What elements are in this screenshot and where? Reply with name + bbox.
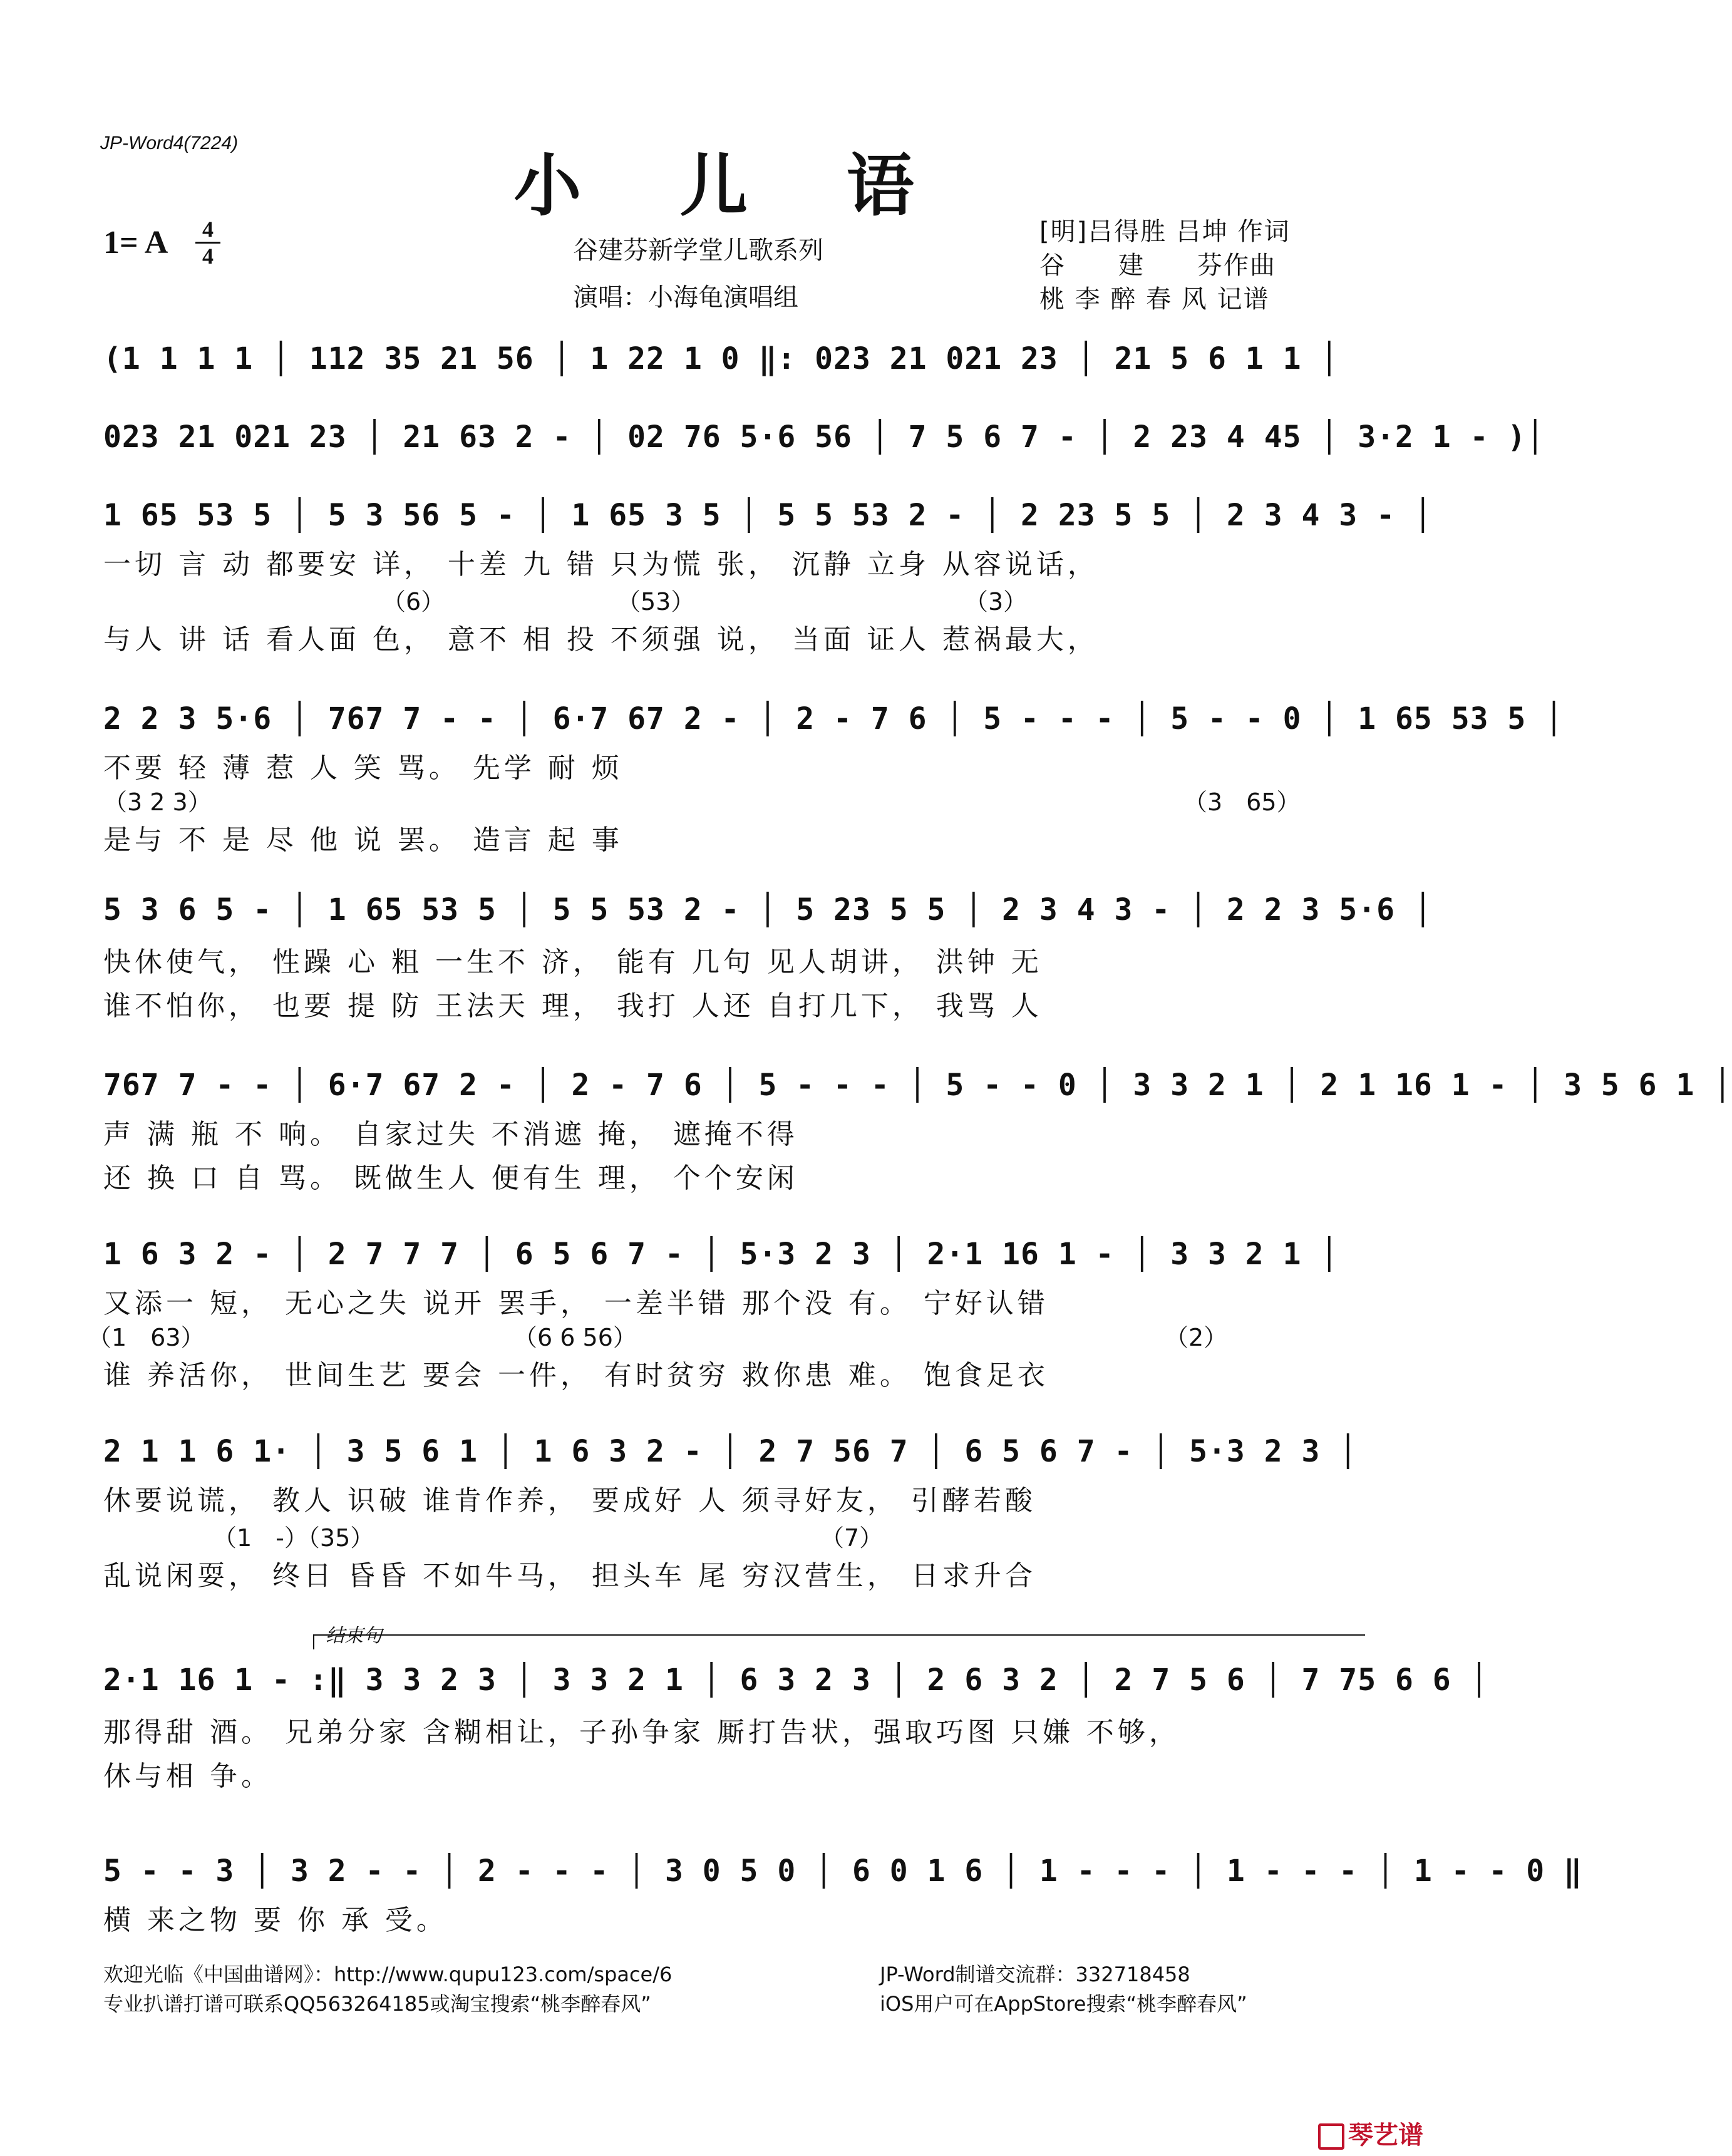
watermark-text: 琴艺谱 bbox=[1348, 2121, 1423, 2150]
variant-note: （3 2 3） bbox=[103, 788, 212, 816]
ending-bracket-edge bbox=[313, 1634, 314, 1649]
logo-icon bbox=[1318, 2123, 1344, 2150]
lyricist-credit: [明]吕得胜 吕坤 作词 bbox=[1039, 217, 1291, 246]
meter-bottom: 4 bbox=[202, 244, 214, 269]
variant-note: （6 6 56） bbox=[513, 1324, 637, 1351]
footer-site[interactable]: 欢迎光临《中国曲谱网》：http://www.qupu123.com/space/6 bbox=[103, 1963, 673, 1986]
lyric-line: 声 满 瓶 不 响。 自家过失 不消遮 掩， 遮掩不得 bbox=[103, 1118, 798, 1150]
lyric-line: 谁不怕你， 也要 提 防 王法天 理， 我打 人还 自打几下， 我骂 人 bbox=[103, 990, 1043, 1022]
variant-note: （3） bbox=[964, 588, 1028, 616]
footer-contact: 专业扒谱打谱可联系QQ563264185或淘宝搜索“桃李醉春风” bbox=[103, 1992, 651, 2016]
lyric-line: 乱说闲耍， 终日 昏昏 不如牛马， 担头车 尾 穷汉营生， 日求升合 bbox=[103, 1560, 1036, 1592]
score-line-3: 1 65 53 5 │ 5 3 56 5 - │ 1 65 3 5 │ 5 5 53 2 - │ 2 23 5 5 │ 2 3 4 3 - │ bbox=[103, 498, 1433, 533]
score-line-8: 2 1 1 6 1· │ 3 5 6 1 │ 1 6 3 2 - │ 2 7 56 7 │ 6 5 6 7 - │ 5·3 2 3 │ bbox=[103, 1434, 1358, 1469]
score-line-6: 767 7 - - │ 6·7 67 2 - │ 2 - 7 6 │ 5 - - - │ 5 - - 0 │ 3 3 2 1 │ 2 1 16 1 - │ 3 5 6 1 │ bbox=[103, 1068, 1732, 1103]
lyric-line: 与人 讲 话 看人面 色， 意不 相 投 不须强 说， 当面 证人 惹祸最大， bbox=[103, 624, 1099, 656]
time-signature bbox=[195, 218, 220, 267]
singer: 演唱：小海龟演唱组 bbox=[573, 283, 798, 312]
variant-note: （1 -）（35） bbox=[213, 1524, 374, 1552]
score-line-7: 1 6 3 2 - │ 2 7 7 7 │ 6 5 6 7 - │ 5·3 2 3 │ 2·1 16 1 - │ 3 3 2 1 │ bbox=[103, 1237, 1339, 1272]
lyric-line: 一切 言 动 都要安 详， 十差 九 错 只为慌 张， 沉静 立身 从容说话， bbox=[103, 549, 1099, 580]
key-signature: 1= A bbox=[103, 225, 168, 260]
score-line-1: (1 1 1 1 │ 112 35 21 56 │ 1 22 1 0 ‖: 023 21 021 23 │ 21 5 6 1 1 │ bbox=[103, 341, 1339, 376]
transcriber-credit: 桃 李 醉 春 风 记谱 bbox=[1039, 285, 1270, 314]
lyric-line: 不要 轻 薄 惹 人 笑 骂。 先学 耐 烦 bbox=[103, 752, 623, 784]
series-name: 谷建芬新学堂儿歌系列 bbox=[573, 236, 823, 265]
score-line-5: 5 3 6 5 - │ 1 65 53 5 │ 5 5 53 2 - │ 5 23 5 5 │ 2 3 4 3 - │ 2 2 3 5·6 │ bbox=[103, 892, 1433, 927]
lyric-line: 快休使气， 性躁 心 粗 一生不 济， 能有 几句 见人胡讲， 洪钟 无 bbox=[103, 946, 1043, 978]
footer-ios: iOS用户可在AppStore搜索“桃李醉春风” bbox=[880, 1992, 1247, 2016]
lyric-line: 是与 不 是 尽 他 说 罢。 造言 起 事 bbox=[103, 824, 623, 856]
variant-note: （3 65） bbox=[1183, 788, 1301, 816]
meter-top: 4 bbox=[202, 217, 214, 242]
variant-note: （6） bbox=[382, 588, 445, 616]
score-line-4: 2 2 3 5·6 │ 767 7 - - │ 6·7 67 2 - │ 2 - 7 6 │ 5 - - - │ 5 - - 0 │ 1 65 53 5 │ bbox=[103, 701, 1564, 736]
lyric-line: 休要说谎， 教人 识破 谁肯作养， 要成好 人 须寻好友， 引酵若酸 bbox=[103, 1485, 1036, 1517]
variant-note: （1 63） bbox=[88, 1324, 205, 1351]
ending-bracket bbox=[313, 1634, 1365, 1636]
lyric-line: 谁 养活你， 世间生艺 要会 一件， 有时贫穷 救你患 难。 饱食足衣 bbox=[103, 1359, 1049, 1391]
score-line-2: 023 21 021 23 │ 21 63 2 - │ 02 76 5·6 56 │ 7 5 6 7 - │ 2 23 4 45 │ 3·2 1 - )│ bbox=[103, 420, 1545, 455]
variant-note: （2） bbox=[1165, 1324, 1228, 1351]
lyric-line: 还 换 口 自 骂。 既做生人 便有生 理， 个个安闲 bbox=[103, 1162, 798, 1194]
variant-note: （53） bbox=[617, 588, 695, 616]
watermark-logo bbox=[1318, 2115, 1423, 2151]
ending-label: 结束句 bbox=[326, 1625, 382, 1647]
lyric-line: 横 来之物 要 你 承 受。 bbox=[103, 1904, 448, 1936]
lyric-line: 又添一 短， 无心之失 说开 罢手， 一差半错 那个没 有。 宁好认错 bbox=[103, 1287, 1049, 1319]
composer-credit: 谷 建 芬作曲 bbox=[1039, 251, 1276, 280]
variant-note: （7） bbox=[820, 1524, 884, 1552]
lyric-line: 休与相 争。 bbox=[103, 1760, 272, 1792]
page-title: 小 儿 语 bbox=[513, 147, 952, 225]
footer-group: JP-Word制谱交流群：332718458 bbox=[880, 1963, 1190, 1986]
score-line-9: 2·1 16 1 - :‖ 3 3 2 3 │ 3 3 2 1 │ 6 3 2 3 │ 2 6 3 2 │ 2 7 5 6 │ 7 75 6 6 │ bbox=[103, 1663, 1489, 1698]
lyric-line: 那得甜 酒。 兄弟分家 含糊相让，子孙争家 厮打告状，强取巧图 只嫌 不够， bbox=[103, 1716, 1180, 1748]
score-line-10: 5 - - 3 │ 3 2 - - │ 2 - - - │ 3 0 5 0 │ 6 0 1 6 │ 1 - - - │ 1 - - - │ 1 - - 0 ‖ bbox=[103, 1854, 1582, 1889]
software-version: JP-Word4(7224) bbox=[100, 133, 239, 153]
